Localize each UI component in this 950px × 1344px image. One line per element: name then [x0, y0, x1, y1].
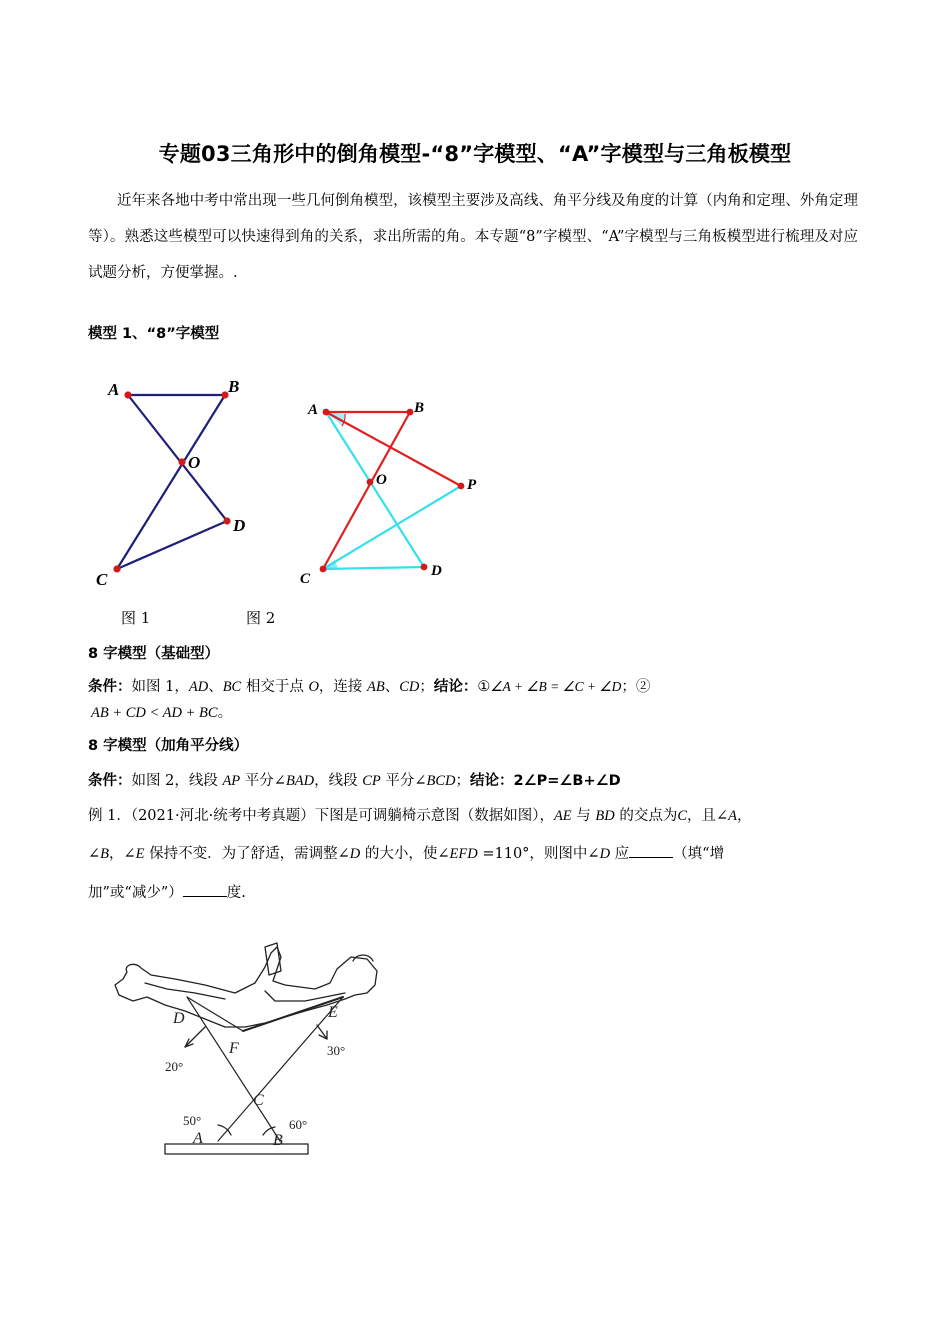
point-b: [407, 409, 414, 416]
label-d: D: [173, 1010, 185, 1027]
text: 的大小，使∠: [360, 846, 450, 862]
condition-label: 条件：: [88, 679, 132, 695]
label-a: A: [193, 1130, 203, 1147]
bisector-condition-line: [88, 770, 868, 792]
segment-cp-cyan: [323, 486, 461, 569]
model1-heading: 模型 1、“8”字模型: [88, 326, 220, 342]
seat-df: [187, 997, 243, 1031]
text: 的交点为: [614, 808, 678, 824]
label-c: C: [300, 571, 311, 587]
label-d: D: [233, 516, 246, 535]
mark-1: ①: [477, 679, 491, 695]
label-b: B: [228, 377, 240, 396]
label-p: P: [467, 477, 477, 493]
basic-condition-line: [88, 676, 868, 698]
label-c: C: [253, 1092, 264, 1109]
label-e: E: [328, 1004, 338, 1021]
condition-label: 条件：: [88, 773, 132, 789]
conclusion: 2∠P=∠B+∠D: [513, 773, 621, 789]
example-1-line-1: [88, 805, 868, 827]
text: ，∠: [109, 846, 136, 862]
recliner-figure: [105, 935, 395, 1165]
angle-d: D: [349, 846, 361, 862]
angle-e: E: [135, 846, 145, 862]
label-o: O: [376, 472, 387, 488]
text: ，: [737, 808, 752, 824]
example-1-line-2: [88, 843, 868, 865]
segment-ap: AP: [222, 773, 241, 789]
angle-d: D: [599, 846, 611, 862]
segment-cd: [117, 521, 227, 569]
label-f: F: [229, 1040, 239, 1057]
text: （填“增: [673, 846, 725, 862]
point-p: [458, 483, 465, 490]
angle-a: A: [728, 808, 738, 824]
point-c: C: [677, 808, 688, 824]
point-d: [421, 564, 428, 571]
text: ；: [455, 773, 471, 789]
point-c: [320, 566, 327, 573]
angle-bad: BAD: [285, 773, 315, 789]
person-leg-detail: [145, 983, 225, 999]
text: 应: [610, 846, 630, 862]
text: 度.: [226, 885, 246, 901]
example-1-line-3: [88, 882, 868, 904]
point-a: [323, 409, 330, 416]
segment-ad-cyan: [326, 412, 424, 567]
text: ∠: [88, 846, 101, 862]
label-a: A: [308, 402, 319, 418]
text: 、: [208, 679, 223, 695]
basic-model-heading: 8 字模型（基础型）: [88, 646, 220, 662]
text: 如图 1，: [131, 679, 189, 695]
figure-2: [290, 390, 490, 590]
angle-b: B: [100, 846, 110, 862]
conclusion-label: 结论：: [433, 679, 478, 695]
text: 加”或“减少”）: [88, 885, 183, 901]
segment-ad: AD: [188, 679, 209, 695]
text: 保持不变．为了舒适，需调整∠: [144, 846, 350, 862]
page-title: 专题03三角形中的倒角模型-“8”字模型、“A”字模型与三角板模型: [158, 142, 792, 166]
point-c: [113, 565, 120, 572]
point-d: [223, 517, 230, 524]
label-b: B: [414, 400, 425, 416]
text: 平分∠: [240, 773, 286, 789]
angle-b-value: 60°: [289, 1117, 308, 1132]
point-o: [367, 479, 374, 486]
answer-blank-1[interactable]: [629, 843, 673, 858]
segment-bc: [117, 395, 225, 569]
figure-1-lines: [117, 395, 227, 569]
segment-cp: CP: [362, 773, 381, 789]
text: 相交于点: [241, 679, 309, 695]
segment-ae: AE: [553, 808, 572, 824]
text: 、: [384, 679, 400, 695]
formula-1: ∠A + ∠B = ∠C + ∠D: [490, 679, 622, 694]
text: 平分∠: [380, 773, 427, 789]
text: ，连接: [318, 679, 368, 695]
text: 例 1．（2021·河北·统考中考真题）下图是可调躺椅示意图（数据如图），: [88, 808, 554, 824]
angle-bcd: BCD: [426, 773, 456, 789]
mark-2: ；②: [621, 679, 651, 695]
arrow-e-head: [319, 1031, 327, 1039]
label-b: B: [273, 1132, 283, 1149]
conclusion-label: 结论：: [470, 773, 514, 789]
figure-1: [88, 370, 268, 590]
angle-e-value: 30°: [327, 1043, 346, 1058]
basic-formula-2-line: [91, 702, 871, 724]
formula-2: AB + CD < AD + BC: [91, 705, 218, 721]
angle-efd: EFD: [449, 846, 478, 862]
label-c: C: [96, 570, 108, 589]
angle-d-value: 20°: [165, 1059, 184, 1074]
label-d: D: [431, 563, 442, 579]
segment-ab: AB: [367, 679, 385, 695]
angle-a-value: 50°: [183, 1113, 202, 1128]
intro-paragraph: 近年来各地中考中常出现一些几何倒角模型，该模型主要涉及高线、角平分线及角度的计算（内角和定理、外角定理等）。熟悉这些模型可以快速得到角的关系，求出所需的角。本专题“8”字模型、“A”字模型与三角板模型进行梳理及对应试题分析，方便掌握。.: [88, 193, 858, 281]
segment-cd: CD: [399, 679, 420, 695]
point-a: [124, 391, 131, 398]
bisector-model-heading: 8 字模型（加角平分线）: [88, 738, 249, 754]
point-o: [178, 458, 185, 465]
text: ，线段: [314, 773, 363, 789]
text: ；: [419, 679, 434, 695]
figure-1-caption: 图 1: [121, 609, 151, 627]
segment-bc-red: [323, 412, 410, 569]
label-a: A: [108, 380, 120, 399]
end-mark: 。: [217, 705, 233, 721]
text: 如图 2，线段: [131, 773, 223, 789]
segment-cd-cyan: [323, 567, 424, 569]
segment-ap-red: [326, 412, 461, 486]
text: =110°，则图中∠: [477, 846, 600, 862]
answer-blank-2[interactable]: [183, 882, 227, 897]
book: [265, 943, 281, 975]
segment-bc: BC: [222, 679, 242, 695]
label-o: O: [188, 453, 201, 472]
figure-2-caption: 图 2: [246, 609, 276, 627]
text: 与: [571, 808, 596, 824]
segment-bd: BD: [595, 808, 615, 824]
base-plate: [165, 1144, 308, 1154]
point-o: O: [308, 679, 319, 695]
arrow-d: [185, 1027, 205, 1047]
text: ，且∠: [687, 808, 729, 824]
